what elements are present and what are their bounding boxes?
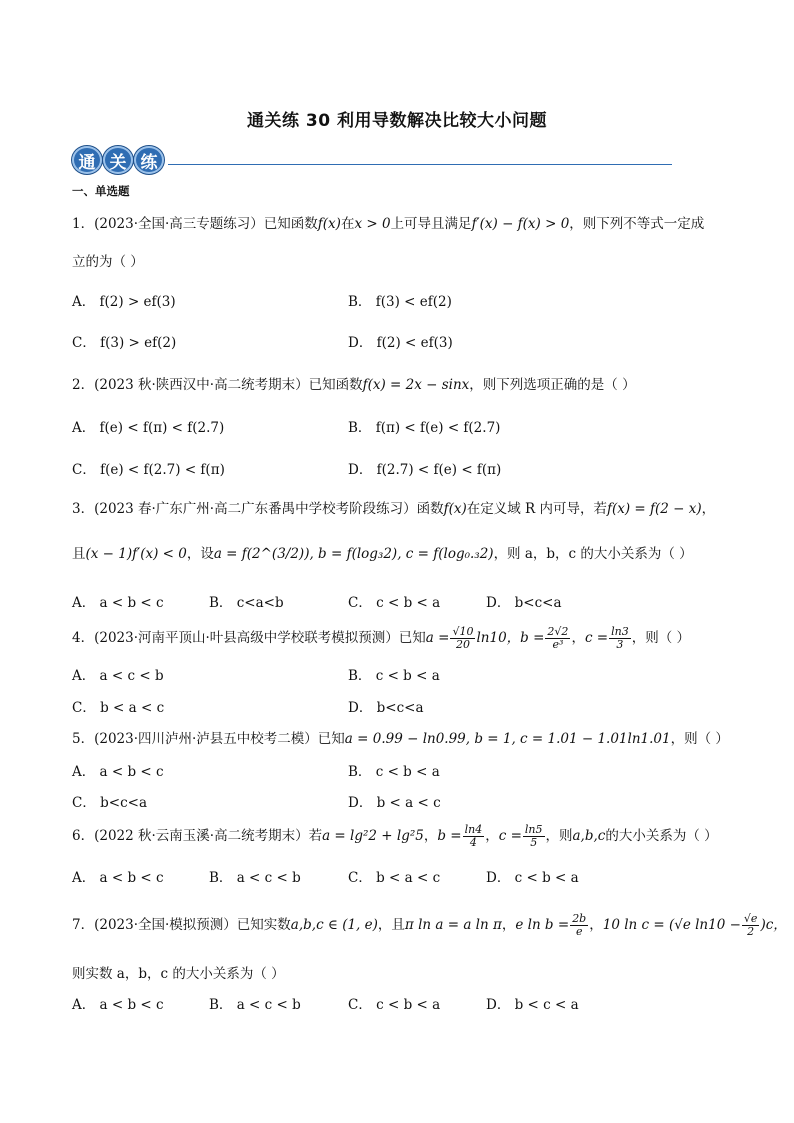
q2-math-b: f(x) = 2x − sinx [362, 377, 470, 393]
q6-b-rhs: ， [485, 828, 499, 844]
q7-math-h: 10 ln c = (√e ln10 − [602, 917, 741, 933]
q1-option-a[interactable]: A． f(2) > ef(3) [72, 294, 176, 310]
q7-text-c: ，且 [377, 917, 405, 933]
q1-text-e: 上可导且满足 [390, 216, 472, 232]
q4-a-rhs: ln10， [476, 630, 521, 646]
q6-c-denominator: 5 [530, 836, 538, 849]
q1-text-g: ，则下列不等式一定成 [569, 216, 705, 232]
q4-b-denominator: e³ [552, 638, 564, 651]
q4-b-rhs: ， [571, 630, 585, 646]
question-3-stem [72, 497, 715, 517]
q3-option-b[interactable]: B． c<a<b [209, 595, 284, 611]
q4-c-fraction [609, 626, 631, 651]
page-title: 通关练 30 利用导数解决比较大小问题 [247, 111, 547, 131]
q4-c-rhs: ，则（ ） [631, 630, 691, 646]
q3-math-2d: a = f(2^(3/2)), b = f(log₃2), c = f(log₀.₃2) [213, 546, 494, 562]
q6-option-a[interactable]: A． a < b < c [72, 870, 164, 886]
q1-option-d[interactable]: D． f(2) < ef(3) [348, 335, 453, 351]
q2-text-c: ，则下列选项正确的是（ ） [469, 377, 636, 393]
q7-option-d[interactable]: D． b < c < a [486, 997, 579, 1013]
q6-option-c[interactable]: C． b < a < c [348, 870, 441, 886]
q4-c-numerator: ln3 [611, 625, 629, 638]
q1-option-c[interactable]: C． f(3) > ef(2) [72, 335, 177, 351]
q7-math-b: a,b,c ∈ (1, e) [290, 917, 378, 933]
q6-math-b: a = lg²2 + lg²5 [322, 828, 424, 844]
q4-text-a: 4．(2023·河南平顶山·叶县高级中学校联考模拟预测）已知 [72, 630, 426, 646]
q7-option-a[interactable]: A． a < b < c [72, 997, 164, 1013]
q6-c-lhs: c = [498, 828, 522, 844]
section-heading: 一、单选题 [72, 184, 130, 198]
q7-c-denominator: 2 [747, 925, 755, 938]
banner-badges [72, 146, 164, 174]
q4-b-fraction [545, 626, 570, 651]
q3-math-2b: (x − 1)f′(x) < 0 [85, 546, 187, 562]
q7-c-fraction [742, 913, 760, 938]
q5-option-d[interactable]: D． b < a < c [348, 795, 441, 811]
q3-option-a[interactable]: A． a < b < c [72, 595, 164, 611]
question-7-stem [72, 913, 787, 938]
q3-option-c[interactable]: C． c < b < a [348, 595, 441, 611]
q6-b-denominator: 4 [469, 836, 477, 849]
q3-text-2c: ，设 [186, 546, 214, 562]
q5-math-b: a = 0.99 − ln0.99, b = 1, c = 1.01 − 1.01ln1.01 [344, 731, 671, 747]
q7-b-denominator: e [575, 925, 583, 938]
q4-option-a[interactable]: A． a < c < b [72, 668, 164, 684]
q4-a-numerator: √10 [452, 625, 474, 638]
question-4-stem [72, 626, 690, 651]
q3-text-2a: 且 [72, 546, 86, 562]
q1-text-c: 在 [340, 216, 355, 232]
q7-math-i: )c， [760, 917, 787, 933]
question-6-stem [72, 824, 718, 849]
q6-text-e: 的大小关系为（ ） [605, 828, 718, 844]
q5-option-c[interactable]: C． b<c<a [72, 795, 147, 811]
q4-a-denominator: 20 [455, 638, 470, 651]
q3-text-c: 在定义域 R 内可导，若 [466, 501, 607, 517]
q7-c-numerator: √e [743, 912, 758, 925]
q4-c-denominator: 3 [616, 638, 624, 651]
q3-option-d[interactable]: D． b<c<a [486, 595, 562, 611]
q7-option-c[interactable]: C． c < b < a [348, 997, 441, 1013]
q6-b-fraction [463, 824, 485, 849]
q2-option-a[interactable]: A． f(e) < f(π) < f(2.7) [72, 420, 225, 436]
q1-math-d: x > 0 [354, 216, 391, 232]
q4-b-lhs: b = [520, 630, 545, 646]
q6-b-lhs: b = [437, 828, 462, 844]
q1-text-a: 1．(2023·全国·高三专题练习）已知函数 [72, 216, 318, 232]
q4-c-lhs: c = [584, 630, 609, 646]
q7-text-g: ， [589, 917, 603, 933]
q3-text-e: ， [701, 501, 716, 517]
q7-math-f: e ln b = [515, 917, 570, 933]
q3-math-d: f(x) = f(2 − x) [607, 501, 702, 517]
banner-badge-guan: 关 [103, 146, 133, 174]
q4-option-b[interactable]: B． c < b < a [348, 668, 440, 684]
q1-math-f: f′(x) − f(x) > 0 [471, 216, 570, 232]
question-1-stem-cont: 立的为（ ） [72, 254, 144, 270]
question-2-stem [72, 373, 636, 393]
q3-text-a: 3．(2023 春·广东广州·高二广东番禺中学校考阶段练习）函数 [72, 501, 444, 517]
q6-b-numerator: ln4 [464, 823, 483, 836]
question-5-stem [72, 727, 729, 747]
q6-c-numerator: ln5 [524, 823, 543, 836]
q4-option-c[interactable]: C． b < a < c [72, 700, 165, 716]
q6-text-c: ， [423, 828, 438, 844]
banner-divider [168, 164, 672, 165]
q6-text-a: 6．(2022 秋·云南玉溪·高二统考期末）若 [72, 828, 323, 844]
q7-math-d: π ln a = a ln π [404, 917, 502, 933]
q2-option-d[interactable]: D． f(2.7) < f(e) < f(π) [348, 462, 502, 478]
q7-option-b[interactable]: B． a < c < b [209, 997, 301, 1013]
q3-text-2e: ，则 a，b，c 的大小关系为（ ） [493, 546, 693, 562]
q7-text-a: 7．(2023·全国·模拟预测）已知实数 [72, 917, 291, 933]
q6-option-d[interactable]: D． c < b < a [486, 870, 579, 886]
q7-b-fraction [570, 913, 588, 938]
q2-text-a: 2．(2023 秋·陕西汉中·高二统考期末）已知函数 [72, 377, 363, 393]
banner-badge-tong: 通 [72, 146, 102, 174]
banner-badge-lian: 练 [134, 146, 164, 174]
q5-text-c: ，则（ ） [670, 731, 729, 747]
q2-option-b[interactable]: B． f(π) < f(e) < f(2.7) [348, 420, 501, 436]
q4-a-lhs: a = [425, 630, 450, 646]
q4-option-d[interactable]: D． b<c<a [348, 700, 424, 716]
q5-option-a[interactable]: A． a < b < c [72, 764, 164, 780]
section-banner [72, 146, 672, 176]
question-1-stem [72, 212, 704, 232]
q6-c-rhs: ，则 [545, 828, 573, 844]
question-3-stem-cont [72, 542, 693, 562]
q1-math-b: f(x) [317, 216, 341, 232]
q2-option-c[interactable]: C． f(e) < f(2.7) < f(π) [72, 462, 225, 478]
q7-text-e: ， [501, 917, 516, 933]
q5-text-a: 5．(2023·四川泸州·泸县五中校考二模）已知 [72, 731, 345, 747]
q6-option-b[interactable]: B． a < c < b [209, 870, 301, 886]
q7-b-numerator: 2b [572, 912, 587, 925]
q3-math-b: f(x) [443, 501, 467, 517]
question-7-stem-cont: 则实数 a，b，c 的大小关系为（ ） [72, 966, 285, 982]
q5-option-b[interactable]: B． c < b < a [348, 764, 440, 780]
q6-c-fraction [523, 824, 545, 849]
q4-b-numerator: 2√2 [547, 625, 569, 638]
q4-a-fraction [450, 626, 475, 651]
q1-option-b[interactable]: B． f(3) < ef(2) [348, 294, 452, 310]
q6-math-d: a,b,c [572, 828, 606, 844]
